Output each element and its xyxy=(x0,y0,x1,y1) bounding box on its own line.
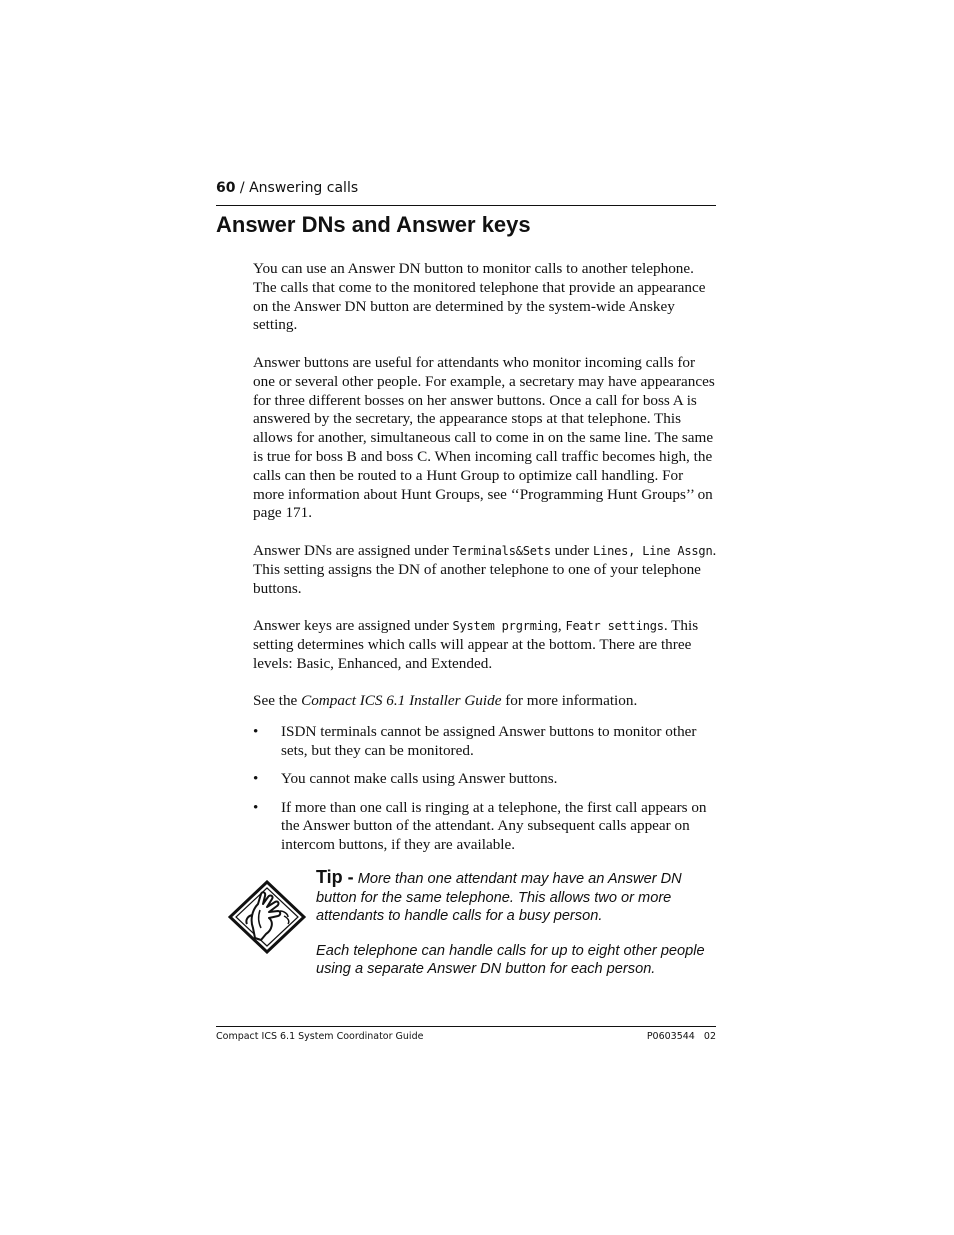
menu-path-terminals-sets: Terminals&Sets xyxy=(452,543,551,558)
paragraph-answer-dn-assignment xyxy=(253,542,718,598)
paragraph-see-also xyxy=(253,692,718,711)
header-separator: / xyxy=(235,180,250,196)
footer-guide-title: Compact ICS 6.1 System Coordinator Guide xyxy=(216,1031,424,1042)
menu-path-system-prgrming: System prgrming xyxy=(452,619,558,634)
list-item-text: ISDN terminals cannot be assigned Answer buttons to monitor other sets, but they can be monitored. xyxy=(281,723,697,759)
text-run: . This setting assigns the DN of another telephone to one of your telephone buttons. xyxy=(253,541,717,597)
running-header xyxy=(216,180,358,196)
text-run: for more information. xyxy=(501,692,638,710)
text-run: , xyxy=(557,617,566,635)
tip-paragraph xyxy=(316,868,716,926)
tip-hand-icon xyxy=(228,880,306,954)
text-run: . This setting determines which calls will appear at the bottom. There are three levels: Basic, Enhanced, and Extended. xyxy=(253,617,699,672)
paragraph-answer-buttons-usage: Answer buttons are useful for attendants who monitor incoming calls for one or several other people. For example, a secretary may have appearances for three different bosses on her answer buttons. Once a call for boss A is answered by the secretary, the appearance stops at that telephone. This allows for another, simultaneous call to come in on the same line. The same is true for boss B and boss C. When incoming call traffic becomes high, the calls can then be routed to a Hunt Group to optimize call handling. For more information about Hunt Groups, see ‘‘Programming Hunt Groups’’ on page 171. xyxy=(253,353,715,522)
footer-document-number: P0603544 02 xyxy=(646,1031,716,1042)
paragraph-answer-dn-intro: You can use an Answer DN button to monitor calls to another telephone. The calls that come to the monitored telephone that provide an appearance on the Answer DN button are determined by the system-wide Anskey setting. xyxy=(253,260,706,334)
bullet-icon: • xyxy=(253,770,259,788)
footer-rule xyxy=(216,1026,716,1027)
text-run: Answer keys are assigned under xyxy=(253,617,453,635)
tip-paragraph: Each telephone can handle calls for up to eight other people using a separate Answer DN button for each person. xyxy=(316,942,705,978)
page-number: 60 xyxy=(216,180,236,196)
paragraph-answer-key-assignment xyxy=(253,617,718,673)
section-title: Answer DNs and Answer keys xyxy=(216,212,531,237)
body-text xyxy=(253,260,718,864)
guide-title-reference: Compact ICS 6.1 Installer Guide xyxy=(301,692,502,710)
bullet-icon: • xyxy=(253,798,259,816)
tip-label: Tip - xyxy=(316,867,354,887)
tip-text xyxy=(316,868,716,995)
list-item xyxy=(253,770,718,789)
chapter-title: Answering calls xyxy=(249,180,359,196)
text-run: See the xyxy=(253,692,302,710)
list-item-text: If more than one call is ringing at a telephone, the first call appears on the Answer button of the attendant. Any subsequent calls appear on intercom buttons, if they are available. xyxy=(281,798,707,854)
menu-path-lines-line-assgn: Lines, Line Assgn xyxy=(593,543,713,558)
text-run: under xyxy=(550,541,594,559)
bullet-icon: • xyxy=(253,723,259,741)
tip-text-run: More than one attendant may have an Answer DN button for the same telephone. This allows two or more attendants to handle calls for a busy person. xyxy=(316,871,682,925)
menu-path-featr-settings: Featr settings xyxy=(565,619,664,634)
header-rule xyxy=(216,205,716,206)
list-item-text: You cannot make calls using Answer buttons. xyxy=(281,770,558,788)
list-item xyxy=(253,723,718,761)
list-item xyxy=(253,799,718,855)
text-run: Answer DNs are assigned under xyxy=(253,541,453,559)
bullet-list xyxy=(253,723,718,855)
